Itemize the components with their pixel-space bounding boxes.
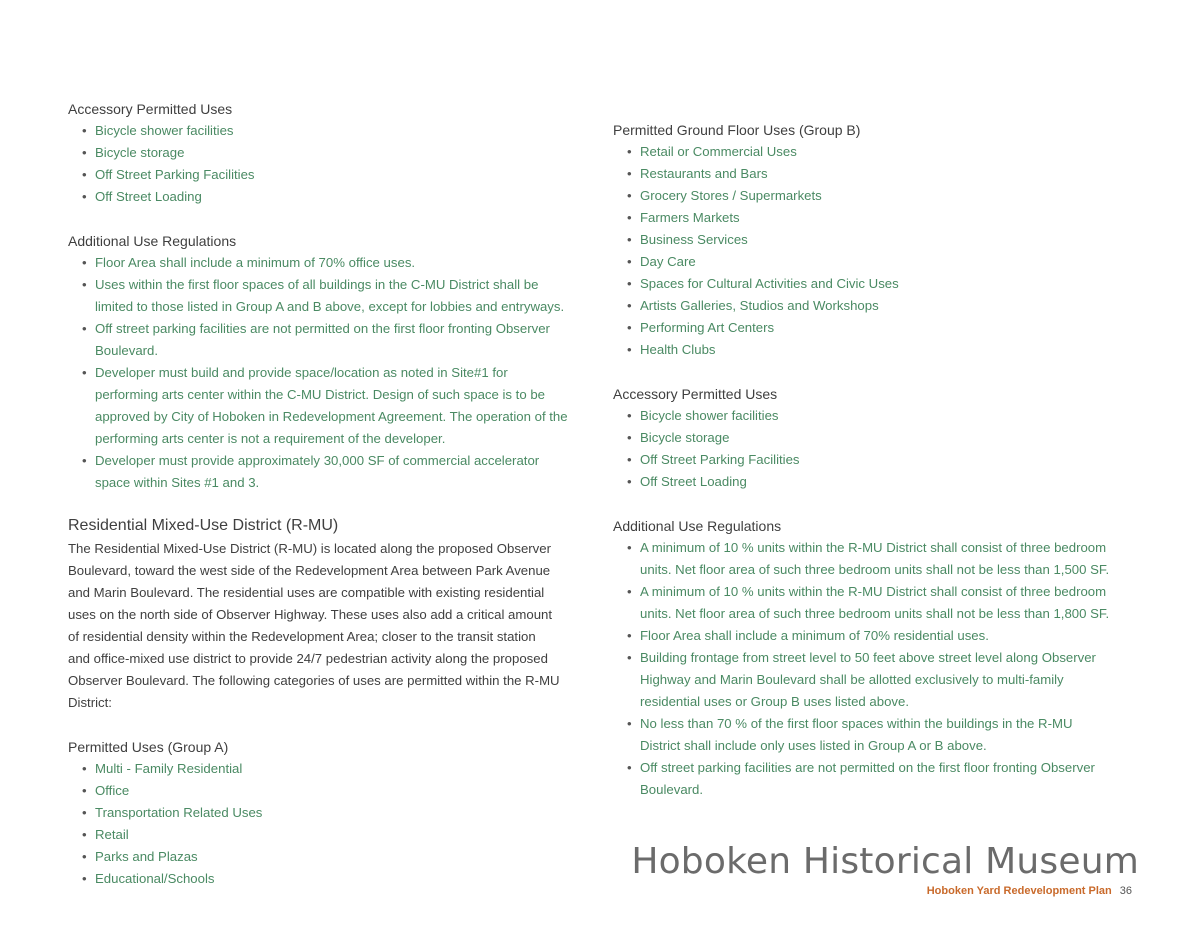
additional-regulations-heading: Additional Use Regulations [68,233,237,249]
additional-regulations-heading: Additional Use Regulations [613,518,782,534]
museum-watermark: Hoboken Historical Museum [631,841,1139,882]
list-item: • Developer must build and provide space/location as noted in Site#1 for performing arts center within the C-MU District. Design of such space is to be approved by City of Hoboken in Redevelopment Agreement. The operation of the performing arts center is not a requirement of the developer. [95,362,588,450]
list-item: • Retail or Commercial Uses [640,141,1143,163]
group-a-heading: Permitted Uses (Group A) [68,739,229,755]
rmu-paragraph: The Residential Mixed-Use District (R-MU) is located along the proposed Observer Boulevard, toward the west side of the Redevelopment Area between Park Avenue and Marin Boulevard. The residential uses are compatible with existing residential uses on the north side of Observer Highway. These uses also add a critical amount of residential density within the Redevelopment Area; closer to the transit station and office-mixed use district to provide 24/7 pedestrian activity along the proposed Observer Boulevard. The following categories of uses are permitted within the R-MU District: [68,541,560,710]
group-b-list [613,141,1143,361]
list-item: • Artists Galleries, Studios and Workshops [640,295,1143,317]
accessory-uses-heading: Accessory Permitted Uses [68,101,233,117]
list-item: • Day Care [640,251,1143,273]
list-item: • Transportation Related Uses [95,802,588,824]
list-item: • Floor Area shall include a minimum of 70% residential uses. [640,625,1143,647]
list-item: • Off street parking facilities are not permitted on the first floor fronting Observer Boulevard. [640,757,1143,801]
list-item: • Parks and Plazas [95,846,588,868]
list-item: • Business Services [640,229,1143,251]
list-item: • Restaurants and Bars [640,163,1143,185]
accessory-uses-list [613,405,1143,493]
list-item: • Floor Area shall include a minimum of 70% office uses. [95,252,588,274]
list-item: • Off Street Parking Facilities [95,164,588,186]
list-item: • Off Street Parking Facilities [640,449,1143,471]
list-item: • A minimum of 10 % units within the R-MU District shall consist of three bedroom units. Net floor area of such three bedroom units shall not be less than 1,800 SF. [640,581,1143,625]
list-item: • Bicycle storage [640,427,1143,449]
left-column [68,98,588,890]
accessory-uses-heading: Accessory Permitted Uses [613,386,778,402]
additional-regulations-list [613,537,1143,801]
list-item: • Grocery Stores / Supermarkets [640,185,1143,207]
rmu-section-title: Residential Mixed-Use District (R-MU) [68,517,339,534]
list-item: • Building frontage from street level to 50 feet above street level along Observer Highway and Marin Boulevard shall be allotted exclusively to multi-family residential uses or Group B uses listed above. [640,647,1143,713]
additional-regulations-list [68,252,588,494]
list-item: • Multi - Family Residential [95,758,588,780]
list-item: • Off street parking facilities are not permitted on the first floor fronting Observer Boulevard. [95,318,588,362]
list-item: • Health Clubs [640,339,1143,361]
group-a-list [68,758,588,890]
list-item: • Performing Art Centers [640,317,1143,339]
right-column [613,119,1143,801]
list-item: • A minimum of 10 % units within the R-MU District shall consist of three bedroom units. Net floor area of such three bedroom units shall not be less than 1,500 SF. [640,537,1143,581]
accessory-uses-list [68,120,588,208]
group-b-heading: Permitted Ground Floor Uses (Group B) [613,122,861,138]
list-item: • Uses within the first floor spaces of all buildings in the C-MU District shall be limited to those listed in Group A and B above, except for lobbies and entryways. [95,274,588,318]
list-item: • Developer must provide approximately 30,000 SF of commercial accelerator space within Sites #1 and 3. [95,450,588,494]
list-item: • Retail [95,824,588,846]
page-number: 36 [1119,885,1132,897]
list-item: • Bicycle shower facilities [640,405,1143,427]
list-item: • No less than 70 % of the first floor spaces within the buildings in the R-MU District shall include only uses listed in Group A or B above. [640,713,1143,757]
list-item: • Spaces for Cultural Activities and Civic Uses [640,273,1143,295]
list-item: • Educational/Schools [95,868,588,890]
document-title: Hoboken Yard Redevelopment Plan [926,885,1112,897]
list-item: • Farmers Markets [640,207,1143,229]
list-item: • Office [95,780,588,802]
list-item: • Off Street Loading [640,471,1143,493]
list-item: • Off Street Loading [95,186,588,208]
list-item: • Bicycle storage [95,142,588,164]
page-footer [927,884,1132,898]
list-item: • Bicycle shower facilities [95,120,588,142]
